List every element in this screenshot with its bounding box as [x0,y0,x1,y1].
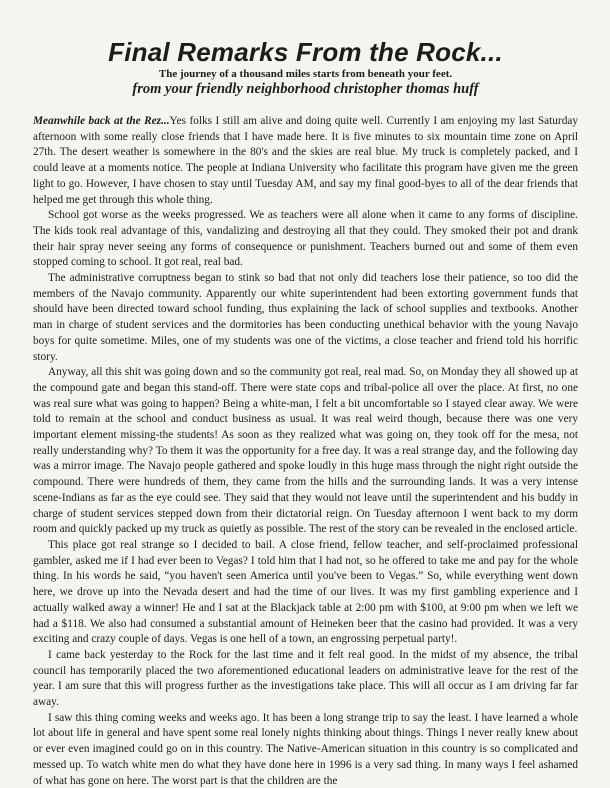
paragraph-4: Anyway, all this shit was going down and so the community got real, real mad. So, on Monday they all showed up at the compound gate and began this stand-off. There were state cops and tribal-police all over the place. At first, no one was real sure what was going to happen? Being a white-man, I felt a bit uncomfortable so I stayed clear away. We were told to remain at the school and conduct business as usual. It was real weird though, because there was one very important element missing-the students! As soon as they realized what was going on, they took off for the mesa, not really understanding why? To them it was the opportunity for a free day. It was a real strange day, and the following day was a mirror image. The Navajo people gathered and spoke loudly in this huge mass through the night right outside the compound. There were hundreds of them, they came from the hills and the surrounding lands. It was a very intense scene-Indians as far as the eye could see. They said that they would not leave until the superintendent and his buddy in charge of student services stepped down from their dictatorial reign. On Tuesday afternoon I went back to my dorm room and quickly packed up my truck as quietly as possible. The rest of the story can be revealed in the enclosed article. [33,366,578,536]
document-subtitle: The journey of a thousand miles starts from beneath your feet. [158,68,453,80]
paragraph-1 [33,114,578,208]
article-body [33,114,578,788]
document-title: Final Remarks From the Rock... [108,37,503,67]
paragraph-1-text: Yes folks I still am alive and doing quite well. Currently I am enjoying my last Saturday afternoon with some really close friends that I have made here. It is five minutes to six mountain time zone on April 27th. The desert weather is somewhere in the 80's and the skies are real blue. My truck is completely packed, and I could leave at a moments notice. The people at Indiana University who facilitate this program have given me the green light to go. However, I have chosen to stay until Tuesday AM, and say my final good-byes to all of the dear friends that helped me get through this whole thing. [33,115,578,206]
paragraph-5: This place got real strange so I decided to bail. A close friend, fellow teacher, and self-proclaimed professional gambler, asked me if I had ever been to Vegas? I told him that I had not, so he offered to take me and pay for the whole thing. In his words he said, “you haven't seen America until you've been to Vegas.” So, while everything went down here, we drove up into the Nevada desert and had the time of our lives. It was my first gambling experience and I actually walked away a winner! He and I sat at the Blackjack table at 2:00 pm with $100, at 9:00 pm when we left we had a $118. We also had consumed a substantial amount of Heineken beer that the casino had provided. It was a very exciting and crazy couple of days. Vegas is one hell of a town, an engrossing perpetual party!. [33,538,578,646]
document-byline: from your friendly neighborhood christopher thomas huff [132,81,479,97]
lead-in: Meanwhile back at the Rez... [33,115,170,127]
paragraph-3: The administrative corruptness began to stink so bad that not only did teachers lose their patience, so too did the members of the Navajo community. Apparently our white superintendent had been extorting government funds that should have been directed toward school funding, thus explaining the lack of school supplies and textbooks. Another man in charge of student services and the dormitories has been conducting unethical behavior with the young Navajo boys for quite sometime. Miles, one of my students was one of the victims, a close teacher and friend told his horrific story. [33,272,578,363]
paragraph-7: I saw this thing coming weeks and weeks ago. It has been a long strange trip to say the least. I have learned a whole lot about life in general and have spent some real lonely nights thinking about things. Things I never really knew about or ever even imagined could go on in this country. The Native-American situation in this country is so complicated and messed up. To watch white men do what they have done here in 1996 is a very sad thing. In many ways I feel ashamed of what has gone on here. The worst part is that the children are the [33,711,578,787]
paragraph-6: I came back yesterday to the Rock for the last time and it felt real good. In the midst of my absence, the tribal council has temporarily placed the two aforementioned educational leaders on administrative leave for the rest of the year. I am sure that this will progress further as the investigations take place. This will all occur as I am driving far far away. [33,648,578,709]
paragraph-2: School got worse as the weeks progressed. We as teachers were all alone when it came to any forms of discipline. The kids took real advantage of this, vandalizing and destroying all that they could. They smoked their pot and drank their hair spray never seeing any forms of consequence or punishment. Teachers burned out and some of them even stopped coming to school. It got real, real bad. [33,209,578,269]
